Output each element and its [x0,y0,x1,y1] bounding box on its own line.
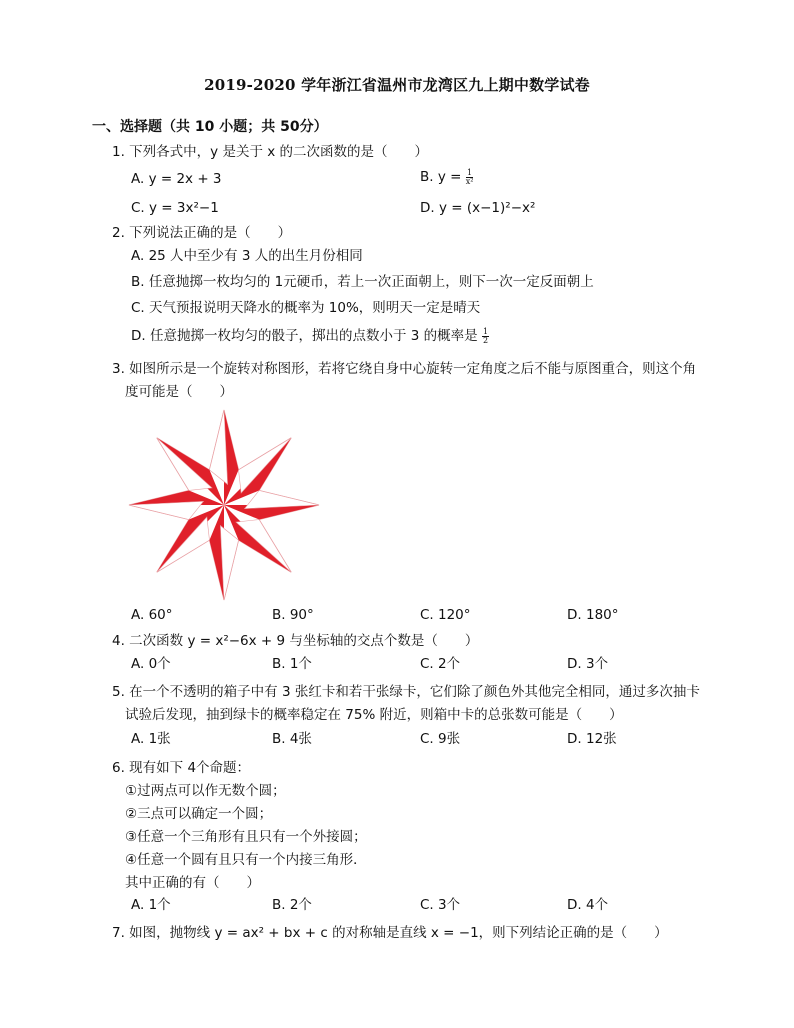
q5-option-c[interactable]: C. 9张 [420,731,461,747]
q6-option-a[interactable]: A. 1个 [131,897,171,913]
q1-b-numerator: 1 [467,167,473,177]
q2-option-b[interactable]: B. 任意抛掷一枚均匀的 1元硬币，若上一次正面朝上，则下一次一定反面朝上 [131,274,594,290]
q1-option-b[interactable] [420,168,473,186]
q3-option-c[interactable]: C. 120° [420,607,471,623]
q2-option-d-text: D. 任意抛掷一枚均匀的骰子，掷出的点数小于 3 的概率是 [131,328,478,344]
star-shape-group [129,410,319,600]
rotational-star-figure [124,408,324,602]
q3-stem-line1: 3. 如图所示是一个旋转对称图形，若将它绕自身中心旋转一定角度之后不能与原图重合，则这个角 [112,361,697,377]
q5-option-d[interactable]: D. 12张 [567,731,617,747]
q5-stem-line1: 5. 在一个不透明的箱子中有 3 张红卡和若干张绿卡，它们除了颜色外其他完全相同，通过多次抽卡 [112,684,700,700]
q3-option-d[interactable]: D. 180° [567,607,619,623]
q3-option-b[interactable]: B. 90° [272,607,314,623]
q7-stem: 7. 如图，抛物线 y = ax² + bx + c 的对称轴是直线 x = −1，则下列结论正确的是（ ） [112,925,668,941]
q6-option-c[interactable]: C. 3个 [420,897,461,913]
page-title: 2019-2020 学年浙江省温州市龙湾区九上期中数学试卷 [204,76,590,94]
q6-proposition-3: ③任意一个三角形有且只有一个外接圆； [125,829,367,845]
q1-option-b-fraction [466,169,474,186]
q2-stem: 2. 下列说法正确的是（ ） [112,225,292,241]
q5-option-b[interactable]: B. 4张 [272,731,312,747]
q4-option-d[interactable]: D. 3个 [567,656,609,672]
q6-proposition-2: ②三点可以确定一个圆； [125,806,273,822]
q2-d-denominator: 2 [482,335,489,345]
q1-option-b-prefix: B. y = [420,169,462,185]
q5-option-a[interactable]: A. 1张 [131,731,171,747]
q6-stem: 6. 现有如下 4个命题： [112,760,251,776]
q1-option-d[interactable]: D. y = (x−1)²−x² [420,200,536,216]
q2-option-c[interactable]: C. 天气预报说明天降水的概率为 10%，则明天一定是晴天 [131,300,481,316]
star-white-spike [157,438,212,491]
q6-proposition-4: ④任意一个圆有且只有一个内接三角形． [125,852,367,868]
q1-option-c[interactable]: C. y = 3x²−1 [131,200,219,216]
q3-stem-line2: 度可能是（ ） [125,384,233,400]
q1-b-denominator: x² [465,176,474,186]
q2-option-a[interactable]: A. 25 人中至少有 3 人的出生月份相同 [131,248,363,264]
q6-proposition-1: ①过两点可以作无数个圆； [125,783,286,799]
q4-stem: 4. 二次函数 y = x²−6x + 9 与坐标轴的交点个数是（ ） [112,633,479,649]
star-white-spike [157,517,210,572]
q2-option-d[interactable] [131,327,489,345]
q5-stem-line2: 试验后发现，抽到绿卡的概率稳定在 75% 附近，则箱中卡的总张数可能是（ ） [125,707,623,723]
q6-ask: 其中正确的有（ ） [125,875,260,891]
q6-option-b[interactable]: B. 2个 [272,897,312,913]
q6-option-d[interactable]: D. 4个 [567,897,609,913]
q2-d-numerator: 1 [482,326,489,336]
q4-option-b[interactable]: B. 1个 [272,656,312,672]
q3-option-a[interactable]: A. 60° [131,607,173,623]
star-white-spike [236,520,291,573]
section-heading: 一、选择题（共 10 小题；共 50分） [92,119,328,135]
q1-option-a[interactable]: A. y = 2x + 3 [131,171,222,187]
q4-option-a[interactable]: A. 0个 [131,656,171,672]
q2-option-d-fraction [482,328,489,345]
q1-stem: 1. 下列各式中，y 是关于 x 的二次函数的是（ ） [112,144,429,160]
star-white-spike [239,438,292,493]
q4-option-c[interactable]: C. 2个 [420,656,461,672]
